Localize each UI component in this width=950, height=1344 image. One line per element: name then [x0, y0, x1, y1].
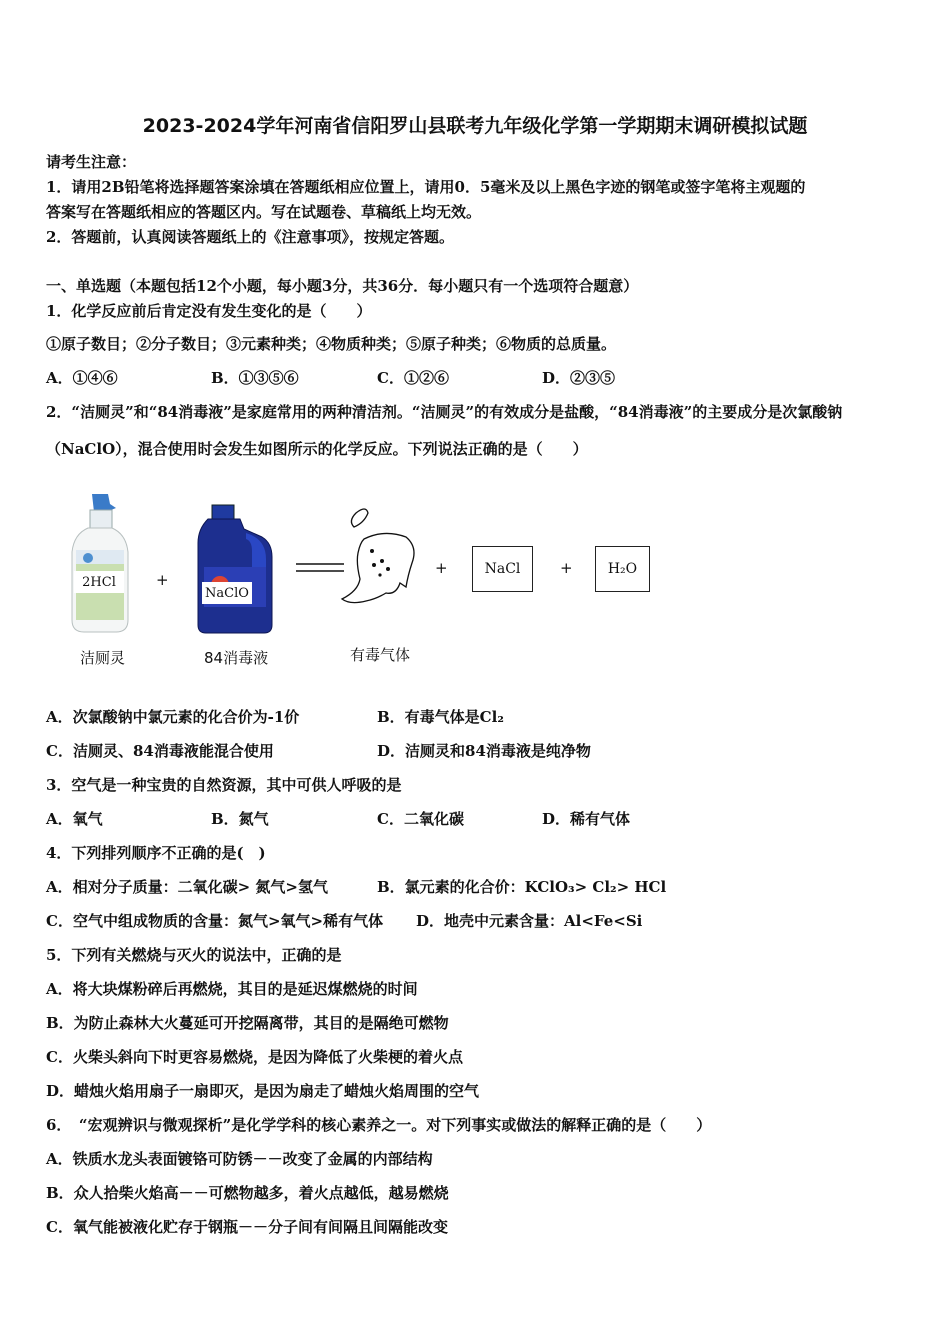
q2-option-d: D．洁厕灵和84消毒液是纯净物 [377, 742, 591, 760]
q5-option-d: D．蜡烛火焰用扇子一扇即灭，是因为扇走了蜡烛火焰周围的空气 [46, 1082, 480, 1100]
notice-line-2: 答案写在答题纸相应的答题区内。写在试题卷、草稿纸上均无效。 [46, 203, 482, 221]
bottle1-name: 洁厕灵 [80, 649, 126, 667]
q1-items: ①原子数目；②分子数目；③元素种类；④物质种类；⑤原子种类；⑥物质的总质量。 [46, 335, 617, 353]
q6-stem: 6． “宏观辨识与微观探析”是化学学科的核心素养之一。对下列事实或做法的解释正确的是（ ） [46, 1116, 712, 1134]
reaction-figure [60, 485, 680, 675]
q4-option-a: A．相对分子质量：二氧化碳> 氮气>氢气 [46, 878, 328, 896]
q4-option-c: C．空气中组成物质的含量：氮气>氧气>稀有气体 [46, 912, 384, 930]
q1-option-a: A．①④⑥ [46, 369, 118, 387]
q5-option-a: A．将大块煤粉碎后再燃烧，其目的是延迟煤燃烧的时间 [46, 980, 418, 998]
q5-option-c: C．火柴头斜向下时更容易燃烧，是因为降低了火柴梗的着火点 [46, 1048, 463, 1066]
q3-stem: 3．空气是一种宝贵的自然资源，其中可供人呼吸的是 [46, 776, 402, 794]
product-nacl-box: NaCl [472, 546, 533, 592]
q3-option-b: B．氮气 [211, 810, 269, 828]
bottle1-label: 2HCl [74, 571, 124, 593]
q6-option-a: A．铁质水龙头表面镀铬可防锈－－改变了金属的内部结构 [46, 1150, 433, 1168]
section-heading: 一、单选题（本题包括12个小题，每小题3分，共36分．每小题只有一个选项符合题意） [46, 277, 639, 295]
notice-line-3: 2．答题前，认真阅读答题纸上的《注意事项》，按规定答题。 [46, 228, 454, 246]
q3-option-c: C．二氧化碳 [377, 810, 464, 828]
q5-option-b: B．为防止森林大火蔓延可开挖隔离带，其目的是隔绝可燃物 [46, 1014, 449, 1032]
plus-sign-1: + [156, 571, 169, 589]
notice-heading: 请考生注意： [46, 153, 137, 171]
q2-option-b: B．有毒气体是Cl₂ [377, 708, 504, 726]
q2-option-c: C．洁厕灵、84消毒液能混合使用 [46, 742, 274, 760]
plus-sign-3: + [560, 559, 573, 577]
gas-name: 有毒气体 [350, 646, 411, 664]
q1-option-d: D．②③⑤ [542, 369, 616, 387]
q4-option-d: D．地壳中元素含量：Al<Fe<Si [416, 912, 643, 930]
page-title: 2023-2024学年河南省信阳罗山县联考九年级化学第一学期期末调研模拟试题 [142, 115, 808, 137]
q2-stem-line-2: （NaClO），混合使用时会发生如图所示的化学反应。下列说法正确的是（ ） [46, 440, 588, 458]
disinfectant-bottle-icon [196, 503, 276, 635]
q6-option-b: B．众人拾柴火焰高－－可燃物越多，着火点越低，越易燃烧 [46, 1184, 449, 1202]
q3-option-d: D．稀有气体 [542, 810, 631, 828]
q4-option-b: B．氯元素的化合价：KClO₃> Cl₂> HCl [377, 878, 667, 896]
q3-option-a: A．氧气 [46, 810, 103, 828]
notice-line-1: 1．请用2B铅笔将选择题答案涂填在答题纸相应位置上，请用0．5毫米及以上黑色字迹的钢笔或签字笔将主观题的 [46, 178, 806, 196]
q1-option-b: B．①③⑤⑥ [211, 369, 299, 387]
q5-stem: 5．下列有关燃烧与灭火的说法中，正确的是 [46, 946, 342, 964]
q2-stem-line-1: 2．“洁厕灵”和“84消毒液”是家庭常用的两种清洁剂。“洁厕灵”的有效成分是盐酸，“84消毒液”的主要成分是次氯酸钠 [46, 403, 843, 421]
toxic-gas-icon [336, 503, 422, 613]
plus-sign-2: + [435, 559, 448, 577]
bottle2-label: NaClO [202, 582, 252, 604]
toilet-cleaner-bottle-icon [66, 490, 132, 635]
q2-option-a: A．次氯酸钠中氯元素的化合价为-1价 [46, 708, 300, 726]
q4-stem: 4．下列排列顺序不正确的是( ) [46, 844, 266, 862]
q6-option-c: C．氧气能被液化贮存于钢瓶－－分子间有间隔且间隔能改变 [46, 1218, 448, 1236]
product-water-box: H₂O [595, 546, 650, 592]
q1-option-c: C．①②⑥ [377, 369, 449, 387]
q1-stem: 1．化学反应前后肯定没有发生变化的是（ ） [46, 302, 372, 320]
bottle2-name: 84消毒液 [204, 649, 269, 667]
